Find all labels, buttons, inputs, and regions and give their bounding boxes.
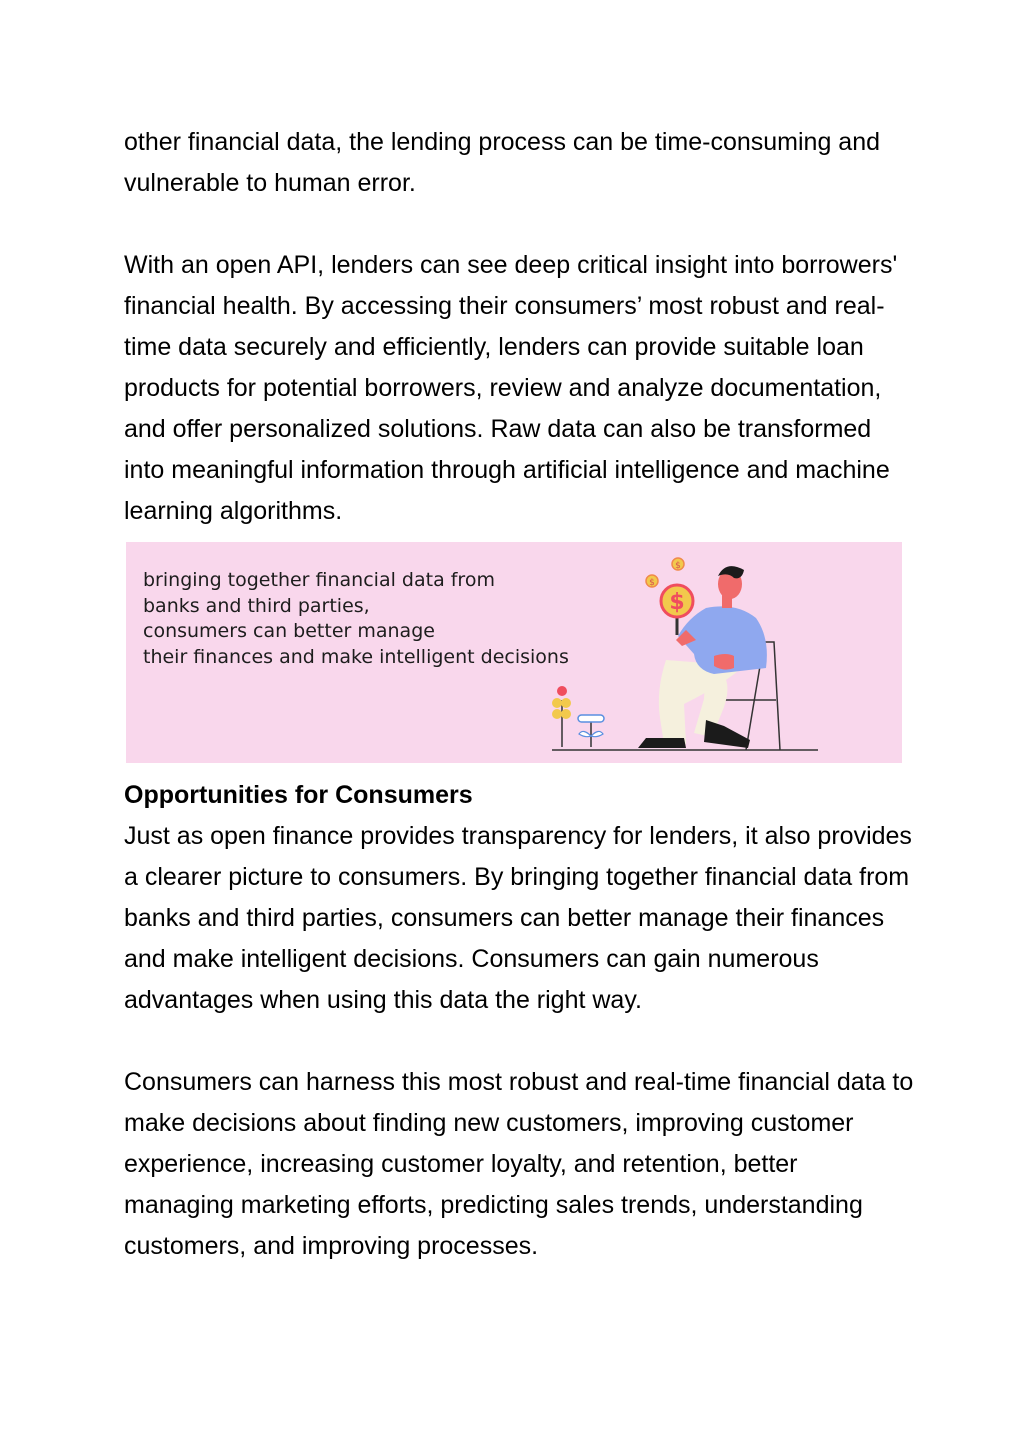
seated-person-icon [638,566,767,748]
paragraph-gap [124,1021,914,1062]
coin-icon [646,575,658,588]
svg-text:$: $ [649,578,655,588]
coin-icon [672,558,684,571]
lenders-paragraph: With an open API, lenders can see deep critical insight into borrowers' financial health. By accessing their consumers’ most robust and real-time data securely and efficiently, lenders can provide suitable loan products for potential borrowers, review and analyze documentation, and offer personalized solutions. Raw data can also be transformed into meaningful information through artificial intelligence and machine learning algorithms. [124,251,898,525]
consumers-paragraph-2: Consumers can harness this most robust and real-time financial data to make decisions about finding new customers, improving customer experience, increasing customer loyalty, and retention, better managing marketing efforts, predicting sales trends, understanding customers, and improving processes. [124,1068,914,1260]
banner-line-1: bringing together financial data from [143,569,495,591]
consumers-paragraph-1: Just as open finance provides transparency for lenders, it also provides a clearer picture to consumers. By bringing together financial data from banks and third parties, consumers can better manage their finances and make intelligent decisions. Consumers can gain numerous advantages when using this data the right way. [124,822,912,1014]
banner-line-3: consumers can better manage [143,620,435,642]
banner-line-2: banks and third parties, [143,594,370,617]
section-heading: Opportunities for Consumers [124,781,473,809]
illustration-banner [126,542,902,763]
svg-text:$: $ [675,561,681,571]
person-with-coins-illustration [546,550,836,760]
paragraph-gap [124,204,914,245]
sprout-icon [578,715,604,747]
svg-text:$: $ [669,590,685,615]
banner-caption [143,568,569,670]
flower-plant-icon [552,686,571,747]
banner-line-4: their finances and make intelligent decisions [143,645,569,668]
document-page [124,122,914,1267]
intro-paragraph: other financial data, the lending process can be time-consuming and vulnerable to human error. [124,128,881,197]
